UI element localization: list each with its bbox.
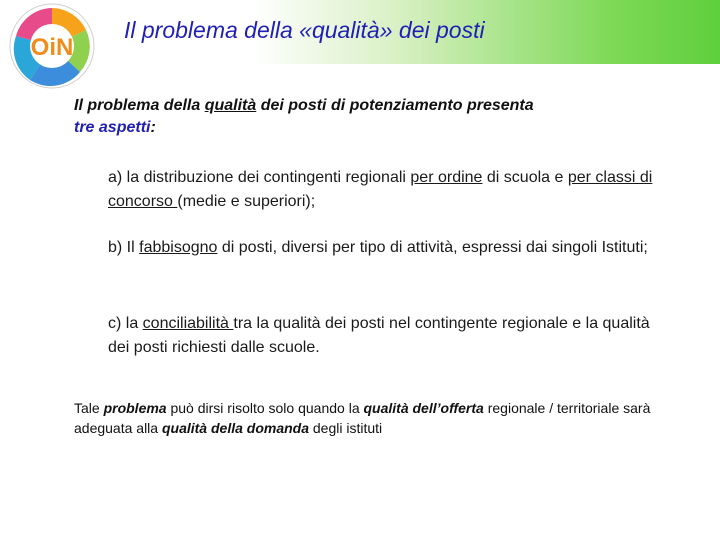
item-underlined: fabbisogno — [139, 239, 218, 256]
intro-underlined-term: qualità — [204, 97, 257, 114]
list-item-a — [108, 166, 668, 214]
closing-paragraph — [74, 398, 654, 438]
item-underlined: per classi di concorso — [108, 169, 653, 210]
item-text: di posti, diversi per tipo di attività, espressi dai singoli Istituti; — [217, 239, 648, 256]
closing-text: degli istituti — [309, 420, 383, 436]
intro-text: dei posti di potenziamento presenta — [256, 97, 534, 114]
intro-suffix: : — [150, 119, 156, 136]
closing-emphasis: problema — [103, 400, 167, 416]
page-title: Il problema della «qualità» dei posti — [124, 17, 485, 43]
item-text: b) Il — [108, 239, 140, 256]
logo-center-text: OiN — [30, 34, 74, 61]
intro-highlight: tre aspetti — [74, 119, 151, 136]
item-text: tra la qualità dei posti nel contingente regionale e la qualità dei posti richiesti dalle scuole. — [108, 315, 650, 356]
intro-text: Il problema della — [74, 97, 205, 114]
list-item-b — [108, 236, 668, 260]
closing-emphasis: qualità dell’offerta — [363, 400, 484, 416]
list-item-c — [108, 312, 668, 360]
item-text: c) la — [108, 315, 143, 332]
item-text: a) la distribuzione dei contingenti regionali — [108, 169, 411, 186]
closing-text: regionale / territoriale sarà adeguata alla — [74, 400, 651, 436]
oin-logo — [0, 0, 108, 100]
item-text: di scuola e — [482, 169, 568, 186]
item-underlined: per ordine — [410, 169, 483, 186]
closing-text: può dirsi risolto solo quando la — [166, 400, 364, 416]
closing-emphasis: qualità della domanda — [161, 420, 309, 436]
closing-text: Tale — [74, 400, 104, 416]
item-text: (medie e superiori); — [177, 193, 316, 210]
item-underlined: conciliabilità — [142, 315, 234, 332]
intro-paragraph — [74, 95, 674, 139]
